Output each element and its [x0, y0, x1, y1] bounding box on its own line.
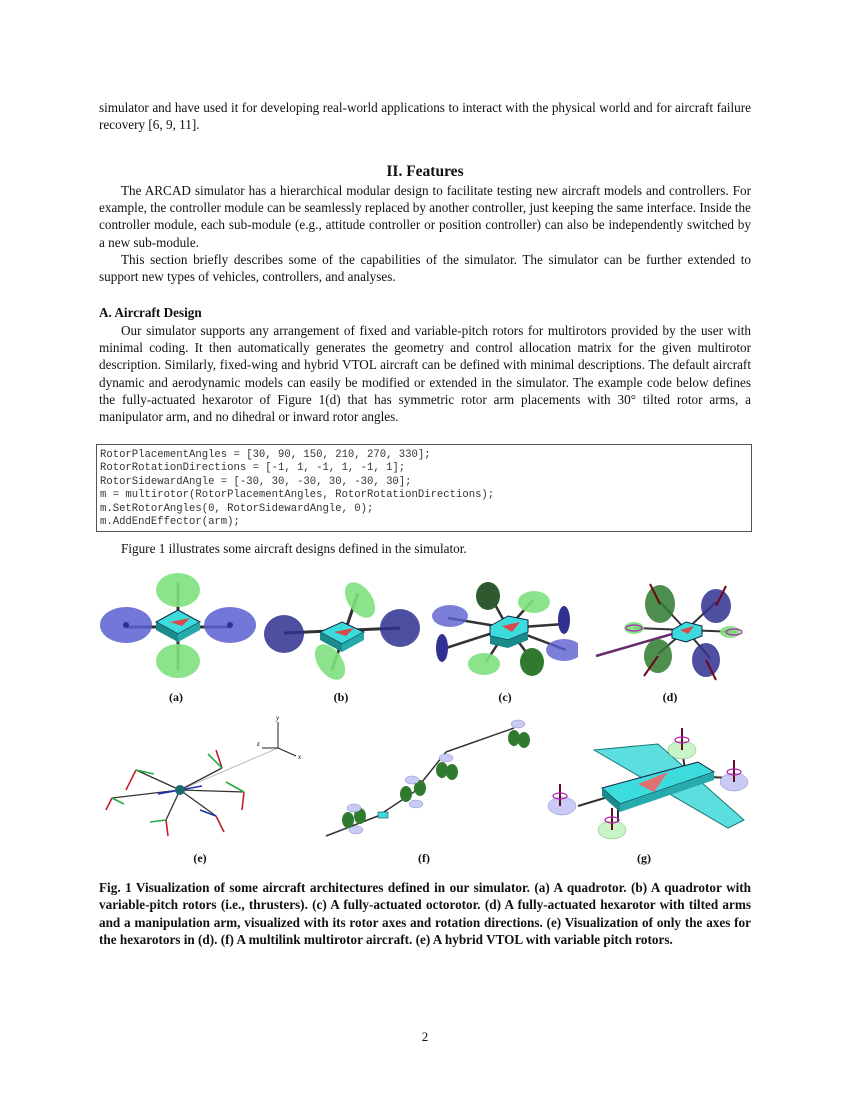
subsection-title: A. Aircraft Design	[99, 305, 202, 320]
page-number: 2	[421, 1029, 429, 1044]
figure-d-hexarotor-manipulator	[594, 578, 754, 688]
subsection-paragraph: Our simulator supports any arrangement of fixed and variable-pitch rotors for multirotors provided by the user with minimal coding. It then automatically generates the geometry and control allocation matrix for the given multirotor description. Similarly, fixed-wing and hybrid VTOL aircraft can be defined with minimal descriptions. The default aircraft dynamic and aerodynamic models can easily be modified or extended in the simulator. The example code below defines the fully-actuated hexarotor of Figure 1(d) that has symmetric rotor arm placements with 30° tilted rotor arms, a manipulator arm, and no dihedral or inward rotor angles.	[99, 323, 751, 425]
axis-label-z: z	[257, 740, 260, 748]
code-line: RotorPlacementAngles = [30, 90, 150, 210, 270, 330];	[100, 449, 431, 461]
intro-continuation: simulator and have used it for developing real-world applications to interact with the physical world and for aircraft failure recovery [6, 9, 11].	[99, 100, 751, 133]
code-line: RotorRotationDirections = [-1, 1, -1, 1, -1, 1];	[100, 462, 406, 475]
figure-label-b: (b)	[333, 690, 349, 704]
figure-f-multilink	[318, 712, 538, 842]
code-line: m = multirotor(RotorPlacementAngles, RotorRotationDirections);	[100, 489, 495, 502]
section-paragraph-2: This section briefly describes some of the capabilities of the simulator. The simulator can be further extended to support new types of vehicles, controllers, and analyses.	[99, 252, 751, 285]
section-paragraph-1: The ARCAD simulator has a hierarchical modular design to facilitate testing new aircraft models and controllers. For example, the controller module can be seamlessly replaced by another controller, just keeping the same interface. Inside the controller module, each sub-module (e.g., attitude controller or position controller) can also be independently switched by a new sub-module.	[99, 183, 752, 250]
axis-label-x: x	[298, 753, 302, 761]
figure-label-d: (d)	[662, 690, 678, 704]
code-line: m.SetRotorAngles(0, RotorSidewardAngle, 0);	[100, 502, 374, 515]
axis-label-y: y	[276, 714, 280, 722]
figure-b-variable-pitch-quadrotor	[262, 578, 422, 683]
figure-label-e: (e)	[193, 851, 207, 865]
figure-c-octorotor	[428, 580, 578, 680]
figure-e-axes	[96, 710, 316, 846]
code-line: m.AddEndEffector(arm);	[100, 516, 240, 529]
figure-label-f: (f)	[418, 851, 430, 865]
figure-label-a: (a)	[169, 690, 183, 704]
figure-label-c: (c)	[498, 690, 512, 704]
code-line: RotorSidewardAngle = [-30, 30, -30, 30, -30, 30];	[100, 475, 412, 488]
figure-intro: Figure 1 illustrates some aircraft designs defined in the simulator.	[121, 541, 467, 556]
code-listing	[96, 444, 752, 532]
section-title: II. Features	[386, 163, 464, 180]
figure-caption: Fig. 1 Visualization of some aircraft architectures defined in our simulator. (a) A quadrotor. (b) A quadrotor with variable-pitch rotors (i.e., thrusters). (c) A fully-actuated octorotor. (d) A fully-actuated hexarotor with tilted arms and a manipulation arm, visualized with its rotor axes and rotation directions. (e) Visualization of only the axes for the hexarotors in (d). (f) A multilink multirotor aircraft. (e) A hybrid VTOL with variable pitch rotors.	[99, 880, 751, 948]
figure-label-g: (g)	[637, 851, 651, 865]
figure-a-quadrotor	[98, 570, 258, 680]
figure-g-hybrid-vtol	[538, 722, 758, 846]
